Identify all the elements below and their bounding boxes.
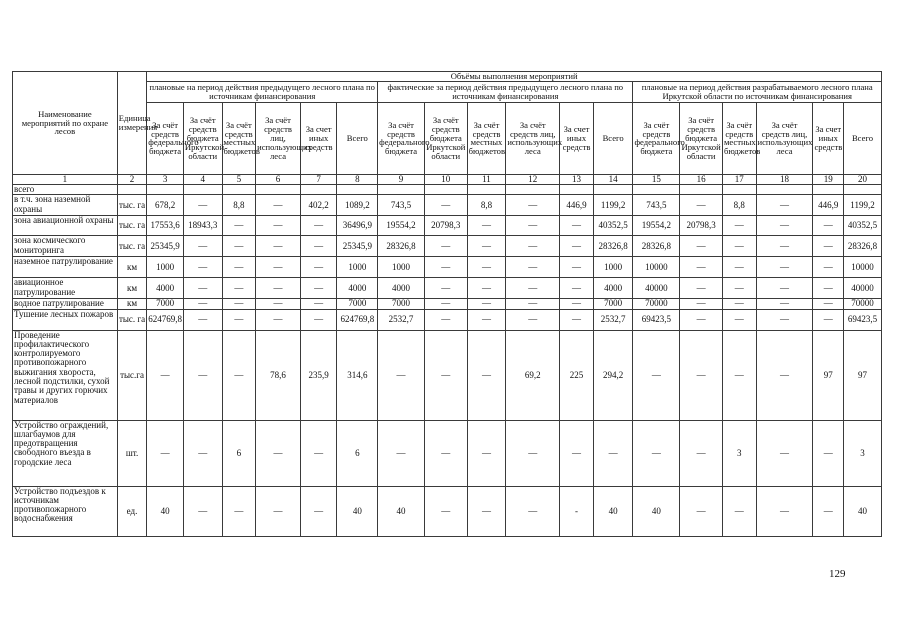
value-cell: —	[424, 195, 467, 216]
value-cell: —	[256, 420, 301, 486]
value-cell	[222, 185, 256, 195]
activity-name: Устройство подъездов к источникам противопожарного водоснабжения	[13, 486, 118, 536]
value-cell: —	[756, 330, 813, 420]
value-cell	[183, 185, 222, 195]
value-cell: —	[300, 236, 337, 257]
value-cell: —	[183, 257, 222, 278]
table-row	[13, 299, 882, 309]
value-cell	[300, 185, 337, 195]
activity-name: Тушение лесных пожаров	[13, 309, 118, 330]
activity-name: зона космического мониторинга	[13, 236, 118, 257]
value-cell: 28326,8	[593, 236, 633, 257]
column-number: 12	[506, 174, 560, 184]
value-cell: —	[560, 420, 594, 486]
value-cell: —	[506, 299, 560, 309]
value-cell: —	[256, 278, 301, 299]
value-cell: —	[756, 299, 813, 309]
header-new-plan: плановые на период действия разрабатываемого лесного плана Иркутской области по источникам финансирования	[633, 81, 882, 102]
value-cell: —	[300, 257, 337, 278]
value-cell: 4000	[593, 278, 633, 299]
value-cell: —	[256, 309, 301, 330]
value-cell: —	[722, 309, 756, 330]
value-cell: —	[256, 195, 301, 216]
value-cell: —	[813, 299, 844, 309]
value-cell: 28326,8	[844, 236, 882, 257]
forest-protection-table	[12, 71, 882, 537]
value-cell: —	[813, 486, 844, 536]
value-cell: —	[506, 278, 560, 299]
table-row	[13, 195, 882, 216]
header-source-other: За счет иных средств	[813, 102, 844, 174]
header-source-other: За счет иных средств	[560, 102, 594, 174]
value-cell: —	[813, 420, 844, 486]
value-cell: —	[147, 420, 184, 486]
value-cell	[256, 185, 301, 195]
value-cell: —	[256, 299, 301, 309]
value-cell: —	[222, 309, 256, 330]
value-cell: —	[424, 309, 467, 330]
value-cell	[424, 185, 467, 195]
column-number: 8	[337, 174, 378, 184]
value-cell: —	[300, 278, 337, 299]
value-cell: —	[722, 299, 756, 309]
value-cell: 69,2	[506, 330, 560, 420]
value-cell: —	[222, 486, 256, 536]
value-cell	[147, 185, 184, 195]
value-cell: —	[560, 309, 594, 330]
value-cell: —	[378, 330, 425, 420]
value-cell: —	[183, 299, 222, 309]
value-cell: 1000	[337, 257, 378, 278]
unit-cell	[117, 185, 147, 195]
header-unit: Единица измерения	[117, 72, 147, 175]
activity-name: зона авиационной охраны	[13, 216, 118, 236]
value-cell: —	[680, 309, 723, 330]
value-cell: —	[813, 309, 844, 330]
column-number: 1	[13, 174, 118, 184]
value-cell: —	[424, 257, 467, 278]
value-cell	[844, 185, 882, 195]
header-prev-plan: плановые на период действия предыдущего лесного плана по источникам финансирования	[147, 81, 378, 102]
activity-name: Устройство ограждений, шлагбаумов для предотвращения свободного въезда в городские леса	[13, 420, 118, 486]
value-cell: —	[680, 420, 723, 486]
column-number: 2	[117, 174, 147, 184]
value-cell: 20798,3	[680, 216, 723, 236]
value-cell: 1089,2	[337, 195, 378, 216]
value-cell: 2532,7	[378, 309, 425, 330]
value-cell: —	[467, 278, 506, 299]
value-cell: —	[467, 330, 506, 420]
value-cell: 7000	[378, 299, 425, 309]
value-cell: 19554,2	[378, 216, 425, 236]
table-row	[13, 185, 882, 195]
header-source-regional: За счёт средств бюджета Иркутской области	[680, 102, 723, 174]
page-number: 129	[829, 568, 846, 580]
value-cell	[560, 185, 594, 195]
value-cell: 40000	[633, 278, 680, 299]
value-cell: 97	[813, 330, 844, 420]
value-cell: —	[183, 330, 222, 420]
table-row	[13, 236, 882, 257]
header-source-local: За счёт средств местных бюджетов	[222, 102, 256, 174]
value-cell: —	[378, 420, 425, 486]
value-cell: 743,5	[378, 195, 425, 216]
value-cell: 3	[722, 420, 756, 486]
header-source-regional: За счёт средств бюджета Иркутской области	[183, 102, 222, 174]
value-cell: —	[222, 278, 256, 299]
table-row	[13, 216, 882, 236]
table-row	[13, 420, 882, 486]
header-source-federal: За счёт средств федерального бюджета	[147, 102, 184, 174]
value-cell: —	[424, 330, 467, 420]
value-cell: 1000	[378, 257, 425, 278]
value-cell: —	[467, 309, 506, 330]
column-number: 5	[222, 174, 256, 184]
value-cell: 70000	[844, 299, 882, 309]
header-source-local: За счёт средств местных бюджетов	[467, 102, 506, 174]
header-prev-fact: фактические за период действия предыдущего лесного плана по источникам финансирования	[378, 81, 633, 102]
value-cell: 1199,2	[593, 195, 633, 216]
value-cell: 40	[633, 486, 680, 536]
column-number: 18	[756, 174, 813, 184]
header-source-federal: За счёт средств федерального бюджета	[378, 102, 425, 174]
value-cell: —	[680, 299, 723, 309]
value-cell: —	[467, 299, 506, 309]
value-cell	[467, 185, 506, 195]
value-cell: 40	[593, 486, 633, 536]
value-cell: —	[722, 278, 756, 299]
value-cell: 69423,5	[844, 309, 882, 330]
value-cell: —	[680, 195, 723, 216]
value-cell: —	[722, 236, 756, 257]
value-cell: 40	[147, 486, 184, 536]
value-cell: —	[506, 236, 560, 257]
value-cell: 235,9	[300, 330, 337, 420]
header-source-local: За счёт средств местных бюджетов	[722, 102, 756, 174]
value-cell: —	[680, 486, 723, 536]
value-cell	[378, 185, 425, 195]
header-source-users: За счёт средств лиц, использующих леса	[256, 102, 301, 174]
value-cell: —	[722, 486, 756, 536]
value-cell: 743,5	[633, 195, 680, 216]
header-volumes: Объёмы выполнения мероприятий	[147, 72, 882, 82]
header-source-other: За счет иных средств	[300, 102, 337, 174]
value-cell: —	[560, 278, 594, 299]
column-number: 7	[300, 174, 337, 184]
value-cell: —	[300, 299, 337, 309]
value-cell: —	[222, 299, 256, 309]
value-cell: —	[506, 257, 560, 278]
table-row	[13, 330, 882, 420]
value-cell: —	[813, 236, 844, 257]
value-cell: —	[424, 420, 467, 486]
column-number: 6	[256, 174, 301, 184]
value-cell: 28326,8	[633, 236, 680, 257]
value-cell: —	[560, 216, 594, 236]
column-number: 10	[424, 174, 467, 184]
value-cell: —	[560, 236, 594, 257]
value-cell: 624769,8	[337, 309, 378, 330]
value-cell: —	[467, 236, 506, 257]
value-cell: 1000	[147, 257, 184, 278]
activity-name: водное патрулирование	[13, 299, 118, 309]
value-cell: —	[756, 486, 813, 536]
value-cell: 36496,9	[337, 216, 378, 236]
value-cell: —	[506, 309, 560, 330]
value-cell: 25345,9	[337, 236, 378, 257]
column-number: 11	[467, 174, 506, 184]
value-cell: 678,2	[147, 195, 184, 216]
value-cell: —	[756, 257, 813, 278]
value-cell: —	[722, 257, 756, 278]
table-row	[13, 278, 882, 299]
value-cell	[506, 185, 560, 195]
unit-cell: тыс. га	[117, 195, 147, 216]
value-cell: —	[256, 486, 301, 536]
header-column-numbers	[13, 174, 882, 184]
value-cell: —	[222, 257, 256, 278]
value-cell: 8,8	[722, 195, 756, 216]
value-cell: —	[300, 420, 337, 486]
value-cell: —	[222, 216, 256, 236]
header-source-total: Всего	[337, 102, 378, 174]
value-cell: —	[593, 420, 633, 486]
unit-cell: тыс. га	[117, 236, 147, 257]
value-cell: —	[183, 420, 222, 486]
table-row	[13, 309, 882, 330]
value-cell: —	[813, 257, 844, 278]
header-activity-name: Наименование мероприятий по охране лесов	[13, 72, 118, 175]
value-cell: —	[506, 195, 560, 216]
value-cell	[813, 185, 844, 195]
unit-cell: тыс.га	[117, 330, 147, 420]
value-cell: 225	[560, 330, 594, 420]
value-cell: —	[680, 236, 723, 257]
value-cell: 4000	[378, 278, 425, 299]
value-cell	[756, 185, 813, 195]
value-cell: —	[256, 216, 301, 236]
value-cell: —	[813, 216, 844, 236]
header-source-regional: За счёт средств бюджета Иркутской области	[424, 102, 467, 174]
value-cell: 1000	[593, 257, 633, 278]
value-cell: —	[424, 278, 467, 299]
value-cell: —	[147, 330, 184, 420]
value-cell: —	[813, 278, 844, 299]
value-cell: 19554,2	[633, 216, 680, 236]
header-source-users: За счёт средств лиц, использующих леса	[756, 102, 813, 174]
value-cell: 294,2	[593, 330, 633, 420]
value-cell: —	[722, 216, 756, 236]
value-cell: —	[506, 486, 560, 536]
column-number: 13	[560, 174, 594, 184]
value-cell	[680, 185, 723, 195]
value-cell: —	[424, 236, 467, 257]
value-cell: 70000	[633, 299, 680, 309]
value-cell: —	[506, 420, 560, 486]
value-cell: —	[424, 486, 467, 536]
value-cell: 8,8	[222, 195, 256, 216]
column-number: 19	[813, 174, 844, 184]
value-cell: —	[467, 257, 506, 278]
unit-cell: тыс. га	[117, 309, 147, 330]
value-cell	[593, 185, 633, 195]
table-row	[13, 257, 882, 278]
value-cell: —	[633, 330, 680, 420]
header-source-users: За счёт средств лиц, использующих леса	[506, 102, 560, 174]
value-cell: —	[756, 278, 813, 299]
header-source-total: Всего	[844, 102, 882, 174]
value-cell: —	[222, 330, 256, 420]
value-cell: 10000	[633, 257, 680, 278]
value-cell: —	[467, 420, 506, 486]
header-source-total: Всего	[593, 102, 633, 174]
value-cell: 18943,3	[183, 216, 222, 236]
column-number: 3	[147, 174, 184, 184]
value-cell: —	[300, 486, 337, 536]
value-cell: —	[467, 486, 506, 536]
value-cell: 314,6	[337, 330, 378, 420]
column-number: 14	[593, 174, 633, 184]
value-cell: 97	[844, 330, 882, 420]
value-cell: —	[256, 257, 301, 278]
value-cell: 40352,5	[593, 216, 633, 236]
value-cell: 20798,3	[424, 216, 467, 236]
value-cell: 40	[378, 486, 425, 536]
value-cell: —	[756, 309, 813, 330]
unit-cell: км	[117, 299, 147, 309]
value-cell: 28326,8	[378, 236, 425, 257]
value-cell: —	[756, 195, 813, 216]
value-cell: —	[183, 486, 222, 536]
unit-cell: шт.	[117, 420, 147, 486]
value-cell: —	[756, 216, 813, 236]
unit-cell: км	[117, 257, 147, 278]
activity-name: наземное патрулирование	[13, 257, 118, 278]
value-cell: 7000	[147, 299, 184, 309]
value-cell: —	[680, 330, 723, 420]
value-cell: —	[300, 216, 337, 236]
value-cell: 8,8	[467, 195, 506, 216]
value-cell: —	[222, 236, 256, 257]
value-cell: 10000	[844, 257, 882, 278]
value-cell: 17553,6	[147, 216, 184, 236]
value-cell	[633, 185, 680, 195]
value-cell: 446,9	[813, 195, 844, 216]
value-cell: 40	[844, 486, 882, 536]
value-cell: —	[560, 257, 594, 278]
value-cell: —	[560, 299, 594, 309]
value-cell: 7000	[337, 299, 378, 309]
value-cell: —	[256, 236, 301, 257]
value-cell: 624769,8	[147, 309, 184, 330]
value-cell: —	[506, 216, 560, 236]
value-cell: —	[756, 420, 813, 486]
activity-name: всего	[13, 185, 118, 195]
value-cell: —	[467, 216, 506, 236]
header-source-federal: За счёт средств федерального бюджета	[633, 102, 680, 174]
value-cell: —	[183, 278, 222, 299]
column-number: 4	[183, 174, 222, 184]
value-cell: —	[424, 299, 467, 309]
value-cell: 40352,5	[844, 216, 882, 236]
column-number: 15	[633, 174, 680, 184]
table-row	[13, 486, 882, 536]
value-cell: 3	[844, 420, 882, 486]
activity-name: авиационное патрулирование	[13, 278, 118, 299]
value-cell: 6	[222, 420, 256, 486]
unit-cell: тыс. га	[117, 216, 147, 236]
value-cell: —	[183, 236, 222, 257]
value-cell: 40	[337, 486, 378, 536]
column-number: 20	[844, 174, 882, 184]
value-cell: 6	[337, 420, 378, 486]
value-cell: —	[680, 257, 723, 278]
value-cell: -	[560, 486, 594, 536]
value-cell: 40000	[844, 278, 882, 299]
activity-name: в т.ч. зона наземной охраны	[13, 195, 118, 216]
column-number: 9	[378, 174, 425, 184]
value-cell: —	[633, 420, 680, 486]
value-cell: 7000	[593, 299, 633, 309]
value-cell: 69423,5	[633, 309, 680, 330]
value-cell: —	[300, 309, 337, 330]
value-cell: 402,2	[300, 195, 337, 216]
value-cell: 4000	[147, 278, 184, 299]
value-cell: 1199,2	[844, 195, 882, 216]
column-number: 16	[680, 174, 723, 184]
value-cell	[337, 185, 378, 195]
value-cell: —	[756, 236, 813, 257]
unit-cell: км	[117, 278, 147, 299]
value-cell: 25345,9	[147, 236, 184, 257]
value-cell: 2532,7	[593, 309, 633, 330]
value-cell: —	[183, 309, 222, 330]
value-cell: 78,6	[256, 330, 301, 420]
value-cell: 446,9	[560, 195, 594, 216]
value-cell: —	[722, 330, 756, 420]
unit-cell: ед.	[117, 486, 147, 536]
value-cell: —	[680, 278, 723, 299]
value-cell: 4000	[337, 278, 378, 299]
value-cell: —	[183, 195, 222, 216]
value-cell	[722, 185, 756, 195]
activity-name: Проведение профилактического контролируемого противопожарного выжигания хвороста, лесной подстилки, сухой травы и других горючих материалов	[13, 330, 118, 420]
column-number: 17	[722, 174, 756, 184]
